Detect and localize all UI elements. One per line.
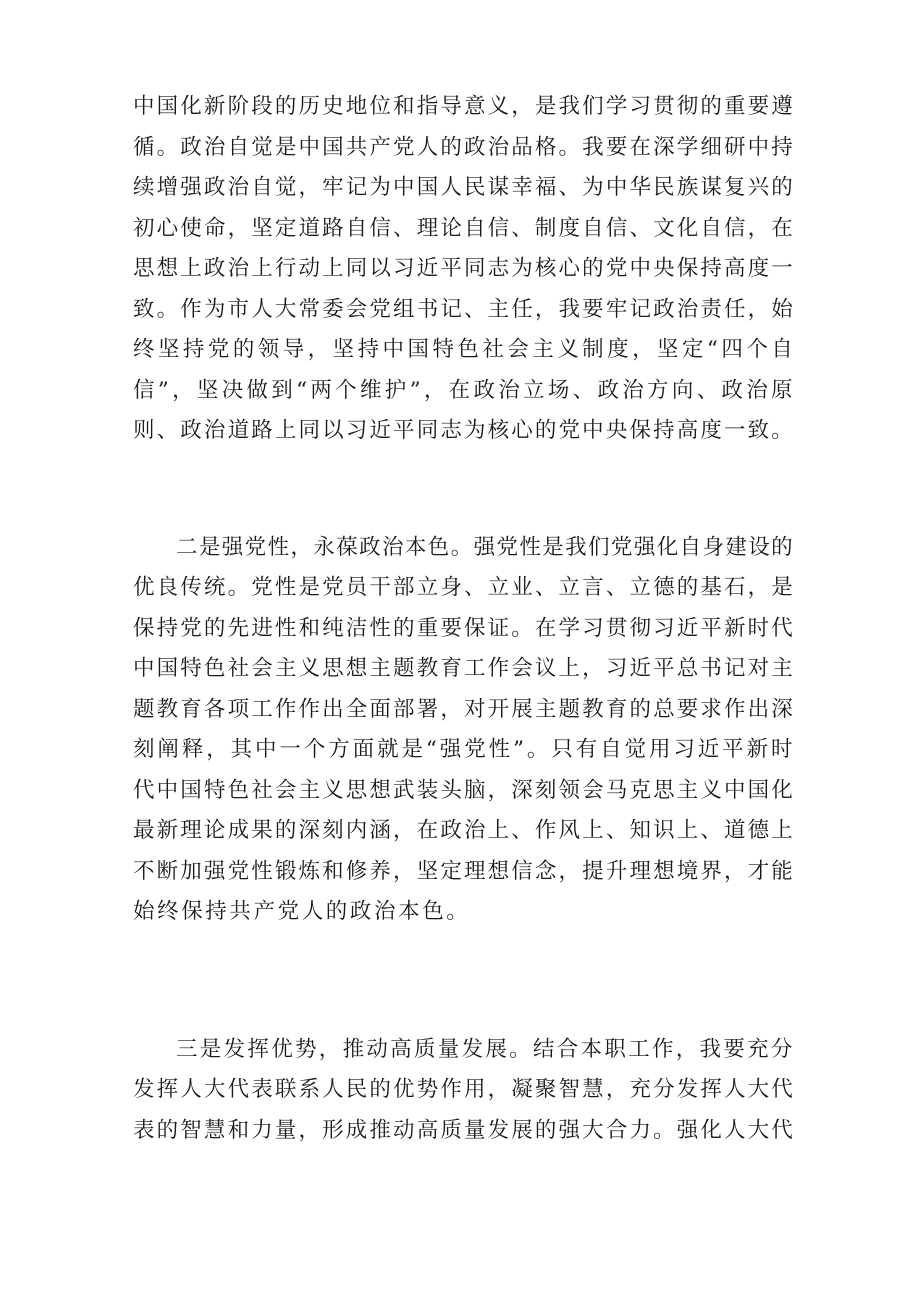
text-line: 题 教 育 各 项 工 作 作 出 全 面 部 署 ， 对 开 展 主 题 教 育 的 总 要 求 作 出 深: [133, 697, 793, 722]
text-line: 信 ” ， 坚 决 做 到 “ 两 个 维 护 ” ， 在 政 治 立 场 、 政 治 方 向 、 政 治 原: [133, 378, 793, 403]
text-line: 始终保持共产党人的政治本色。: [133, 899, 471, 924]
text-line: 代 中 国 特 色 社 会 主 义 思 想 武 装 头 脑 ， 深 刻 领 会 马 克 思 主 义 中 国 化: [133, 778, 793, 803]
text-line: 优 良 传 统 。 党 性 是 党 员 干 部 立 身 、 立 业 、 立 言 、 立 德 的 基 石 ， 是: [133, 575, 793, 600]
document-body: [133, 0, 793, 1301]
text-line: 中 国 化 新 阶 段 的 历 史 地 位 和 指 导 意 义 ， 是 我 们 学 习 贯 彻 的 重 要 遵: [133, 94, 793, 119]
text-line: 保 持 党 的 先 进 性 和 纯 洁 性 的 重 要 保 证 。 在 学 习 贯 彻 习 近 平 新 时 代: [133, 616, 793, 641]
text-line: 初 心 使 命 ， 坚 定 道 路 自 信 、 理 论 自 信 、 制 度 自 信 、 文 化 自 信 ， 在: [133, 216, 793, 241]
text-line: 续 增 强 政 治 自 觉 ， 牢 记 为 中 国 人 民 谋 幸 福 、 为 中 华 民 族 谋 复 兴 的: [133, 175, 793, 200]
text-line: 循 。 政 治 自 觉 是 中 国 共 产 党 人 的 政 治 品 格 。 我 要 在 深 学 细 研 中 持: [133, 135, 793, 160]
text-line: 三 是 发 挥 优 势 ， 推 动 高 质 量 发 展 。 结 合 本 职 工 作 ， 我 要 充 分: [176, 1037, 793, 1062]
text-line: 思 想 上 政 治 上 行 动 上 同 以 习 近 平 同 志 为 核 心 的 党 中 央 保 持 高 度 一: [133, 256, 793, 281]
text-line: 最 新 理 论 成 果 的 深 刻 内 涵 ， 在 政 治 上 、 作 风 上 、 知 识 上 、 道 德 上: [133, 818, 793, 843]
text-line: 不 断 加 强 党 性 锻 炼 和 修 养 ， 坚 定 理 想 信 念 ， 提 升 理 想 境 界 ， 才 能: [133, 859, 793, 884]
text-line: 则 、 政 治 道 路 上 同 以 习 近 平 同 志 为 核 心 的 党 中 央 保 持 高 度 一 致 。: [133, 418, 793, 443]
text-line: 表 的 智 慧 和 力 量 ， 形 成 推 动 高 质 量 发 展 的 强 大 合 力 。 强 化 人 大 代: [133, 1118, 793, 1143]
text-line: 致 。 作 为 市 人 大 常 委 会 党 组 书 记 、 主 任 ， 我 要 牢 记 政 治 责 任 ， 始: [133, 297, 793, 322]
text-line: 二 是 强 党 性 ， 永 葆 政 治 本 色 。 强 党 性 是 我 们 党 强 化 自 身 建 设 的: [176, 535, 793, 560]
text-line: 发 挥 人 大 代 表 联 系 人 民 的 优 势 作 用 ， 凝 聚 智 慧 ， 充 分 发 挥 人 大 代: [133, 1077, 793, 1102]
text-line: 终 坚 持 党 的 领 导 ， 坚 持 中 国 特 色 社 会 主 义 制 度 ， 坚 定 “ 四 个 自: [133, 337, 793, 362]
text-line: 刻 阐 释 ， 其 中 一 个 方 面 就 是 “ 强 党 性 ” 。 只 有 自 觉 用 习 近 平 新 时: [133, 737, 793, 762]
text-line: 中 国 特 色 社 会 主 义 思 想 主 题 教 育 工 作 会 议 上 ， 习 近 平 总 书 记 对 主: [133, 656, 793, 681]
